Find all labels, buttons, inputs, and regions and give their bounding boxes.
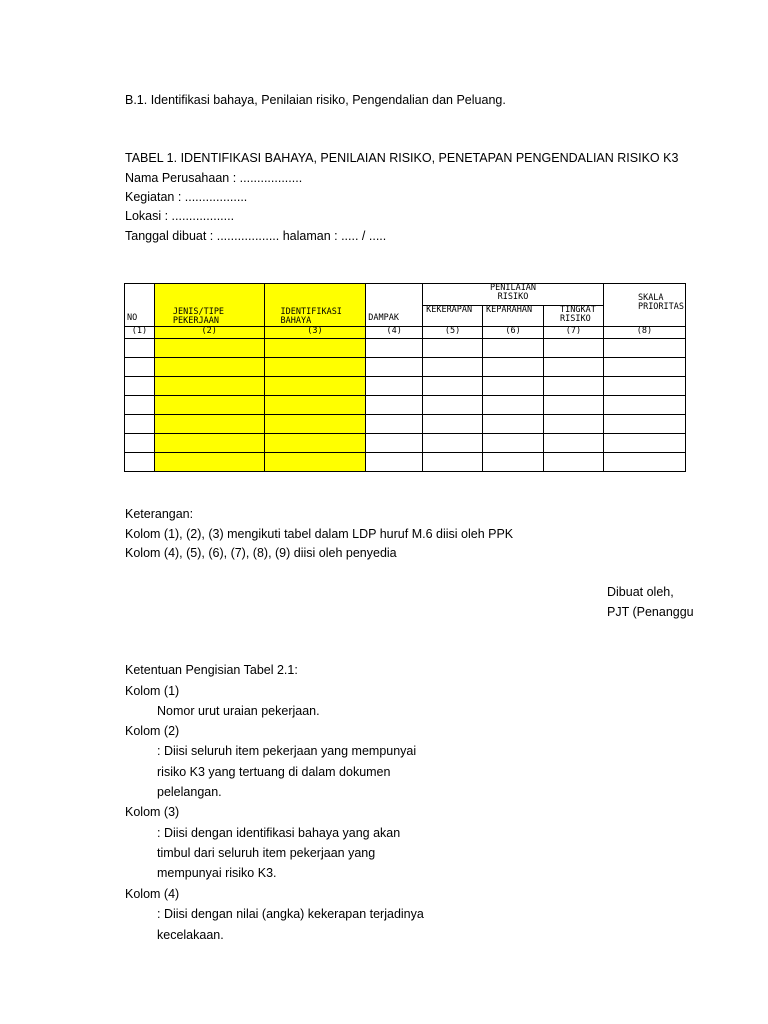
num-cell: (3)	[264, 327, 366, 339]
num-cell: (7)	[543, 327, 603, 339]
table-cell	[125, 415, 155, 434]
table-cell	[125, 434, 155, 453]
kolom-1-label: Kolom (1)	[125, 684, 180, 698]
table-row	[125, 453, 686, 472]
kolom-4-label: Kolom (4)	[125, 887, 180, 901]
table-cell	[366, 377, 423, 396]
kolom-2-label: Kolom (2)	[125, 724, 180, 738]
table-cell	[423, 434, 483, 453]
table-cell	[483, 377, 544, 396]
table-cell	[154, 358, 264, 377]
table-cell	[154, 453, 264, 472]
table-cell	[603, 453, 685, 472]
table-cell	[366, 358, 423, 377]
kolom-4-text: kecelakaan.	[157, 928, 224, 942]
table-cell	[125, 377, 155, 396]
kolom-3-text: : Diisi dengan identifikasi bahaya yang akan	[157, 826, 401, 840]
provisions-title: Ketentuan Pengisian Tabel 2.1:	[125, 663, 298, 677]
table-title: TABEL 1. IDENTIFIKASI BAHAYA, PENILAIAN RISIKO, PENETAPAN PENGENDALIAN RISIKO K3	[125, 151, 679, 165]
table-row	[125, 415, 686, 434]
table-cell	[423, 358, 483, 377]
header-dampak: DAMPAK	[366, 284, 423, 327]
activity-field: Kegiatan : ..................	[125, 190, 248, 204]
table-cell	[543, 358, 603, 377]
num-cell: (2)	[154, 327, 264, 339]
header-identifikasi: IDENTIFIKASI BAHAYA	[264, 284, 366, 327]
table-row	[125, 396, 686, 415]
table-cell	[603, 434, 685, 453]
date-field: Tanggal dibuat : .................. halaman : ..... / .....	[125, 229, 387, 243]
kolom-1-text: Nomor urut uraian pekerjaan.	[157, 704, 320, 718]
header-no: NO	[125, 284, 155, 327]
table-cell	[154, 415, 264, 434]
table-cell	[154, 396, 264, 415]
table-cell	[483, 434, 544, 453]
table-cell	[603, 415, 685, 434]
notes-line-2: Kolom (4), (5), (6), (7), (8), (9) diisi oleh penyedia	[125, 546, 397, 560]
table-cell	[366, 453, 423, 472]
table-cell	[264, 339, 366, 358]
kolom-2-text: : Diisi seluruh item pekerjaan yang mempunyai	[157, 744, 417, 758]
company-field: Nama Perusahaan : ..................	[125, 171, 303, 185]
header-kekerapan: KEKERAPAN	[423, 305, 483, 327]
signature-made-by: Dibuat oleh,	[607, 585, 674, 599]
table-cell	[264, 396, 366, 415]
num-cell: (8)	[603, 327, 685, 339]
table-cell	[543, 415, 603, 434]
table-cell	[483, 339, 544, 358]
header-penilaian: PENILAIAN RISIKO	[423, 284, 604, 306]
table-cell	[603, 396, 685, 415]
table-cell	[125, 453, 155, 472]
table-row	[125, 377, 686, 396]
section-heading: B.1. Identifikasi bahaya, Penilaian risiko, Pengendalian dan Peluang.	[125, 93, 506, 107]
num-cell: (4)	[366, 327, 423, 339]
table-cell	[125, 396, 155, 415]
table-cell	[125, 339, 155, 358]
header-tingkat: TINGKAT RISIKO	[543, 305, 603, 327]
num-cell: (6)	[483, 327, 544, 339]
table-row	[125, 358, 686, 377]
table-cell	[423, 453, 483, 472]
num-cell: (1)	[125, 327, 155, 339]
table-cell	[483, 358, 544, 377]
table-cell	[366, 434, 423, 453]
table-cell	[483, 415, 544, 434]
table-cell	[423, 377, 483, 396]
kolom-2-text: pelelangan.	[157, 785, 222, 799]
table-cell	[264, 358, 366, 377]
table-cell	[603, 339, 685, 358]
table-cell	[543, 434, 603, 453]
table-cell	[423, 339, 483, 358]
table-cell	[366, 339, 423, 358]
table-cell	[264, 453, 366, 472]
table-cell	[154, 339, 264, 358]
kolom-3-label: Kolom (3)	[125, 805, 180, 819]
kolom-2-text: risiko K3 yang tertuang di dalam dokumen	[157, 765, 391, 779]
table-cell	[543, 339, 603, 358]
table-cell	[603, 377, 685, 396]
table-row	[125, 434, 686, 453]
table-cell	[366, 415, 423, 434]
table-cell	[543, 377, 603, 396]
table-cell	[264, 434, 366, 453]
table-cell	[125, 358, 155, 377]
table-cell	[603, 358, 685, 377]
kolom-4-text: : Diisi dengan nilai (angka) kekerapan terjadinya	[157, 907, 424, 921]
header-keparahan: KEPARAHAN	[483, 305, 544, 327]
table-cell	[154, 377, 264, 396]
signature-role: PJT (Penanggu	[607, 605, 694, 619]
table-row	[125, 339, 686, 358]
table-cell	[543, 396, 603, 415]
table-cell	[543, 453, 603, 472]
table-cell	[264, 377, 366, 396]
table-cell	[264, 415, 366, 434]
header-skala: SKALA PRIORITAS	[603, 284, 685, 327]
risk-table	[124, 283, 686, 472]
kolom-3-text: mempunyai risiko K3.	[157, 866, 277, 880]
location-field: Lokasi : ..................	[125, 209, 235, 223]
table-cell	[423, 415, 483, 434]
table-cell	[483, 453, 544, 472]
notes-title: Keterangan:	[125, 507, 194, 521]
table-cell	[154, 434, 264, 453]
notes-line-1: Kolom (1), (2), (3) mengikuti tabel dalam LDP huruf M.6 diisi oleh PPK	[125, 527, 514, 541]
header-jenis: JENIS/TIPE PEKERJAAN	[154, 284, 264, 327]
kolom-3-text: timbul dari seluruh item pekerjaan yang	[157, 846, 376, 860]
num-cell: (5)	[423, 327, 483, 339]
table-cell	[423, 396, 483, 415]
table-cell	[483, 396, 544, 415]
table-cell	[366, 396, 423, 415]
